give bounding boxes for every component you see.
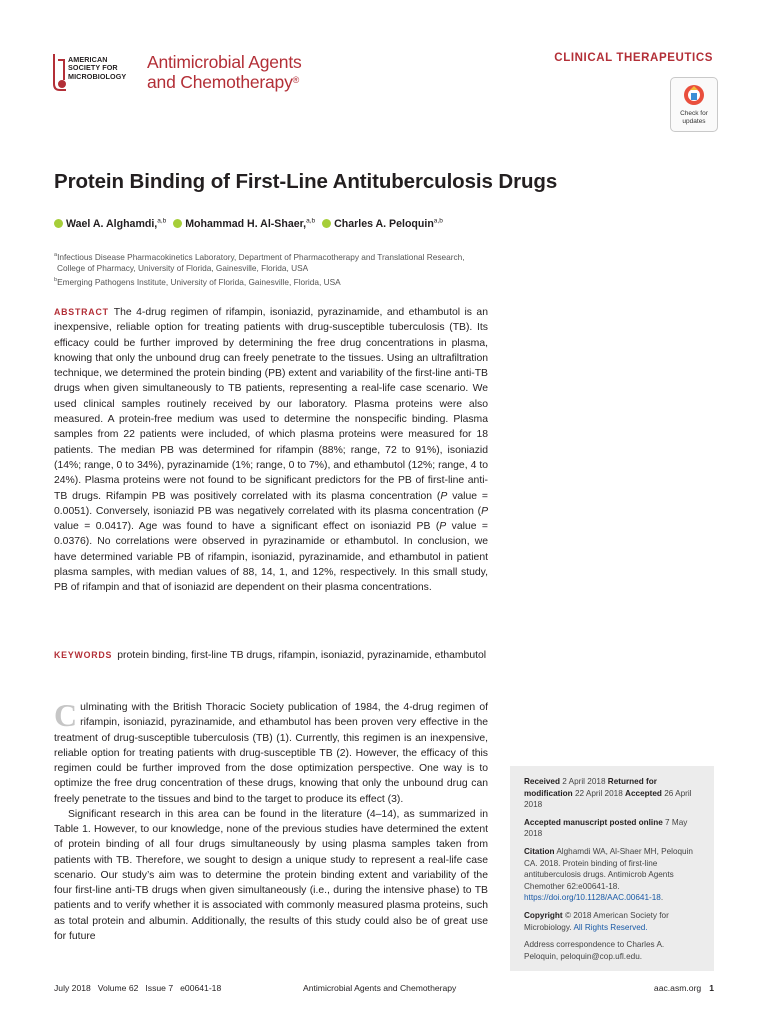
abstract-label: ABSTRACT xyxy=(54,307,109,317)
footer-issue-info: July 2018 Volume 62 Issue 7 e00641-18 xyxy=(54,983,222,993)
doi-link[interactable]: https://doi.org/10.1128/AAC.00641-18 xyxy=(524,893,661,903)
society-name: AMERICAN SOCIETY FOR MICROBIOLOGY xyxy=(68,55,127,81)
author-1[interactable]: Wael A. Alghamdi,$^{a,b}$ xyxy=(54,218,166,230)
body-text xyxy=(54,697,488,944)
footer-site xyxy=(654,983,714,993)
orcid-icon[interactable] xyxy=(54,219,63,228)
page-number: 1 xyxy=(709,983,714,993)
check-updates-label: Check for updates xyxy=(680,110,708,125)
body-paragraph-1: Culminating with the British Thoracic Society publication of 1984, the 4-drug regimen of rifampin, isoniazid, pyrazinamide, and ethambutol has been proven very effective in the treatment of drug-susceptible tuberculosis (TB) (1). Currently, this regimen is an inexpensive, reliable option for treating patients with drug-susceptible TB (2). However, the efficacy of this regimen could be further improved from the dose optimization perspective. One way is to optimize the free drug concentration of these drugs, knowing that only the unbound drug can freely penetrate to the tissues and bind to the target to produce its effect (3). xyxy=(54,697,488,805)
author-3[interactable]: Charles A. Peloquin$^{a,b}$ xyxy=(322,218,443,230)
drop-cap: C xyxy=(54,697,78,733)
author-list xyxy=(54,217,447,230)
body-paragraph-2: Significant research in this area can be found in the literature (4–14), as summarized in Table 1. However, to our knowledge, none of the previous studies have determined the extent of protein binding of all four drugs simultaneously by using plasma samples taken from patients with TB. Therefore, we sought to design a unique study to represent a real-life case scenario. Our study’s aim was to determine the protein binding extent and variability of the four first-line anti-TB drugs when given simultaneously (i.e., during the intensive phase) to TB patients and to verify whether it is associated with commonly measured plasma proteins, such as total protein and albumin. Additionally, the results of this study could also be of great use for future xyxy=(54,808,488,942)
dates: Received 2 April 2018 Returned for modification 22 April 2018 Accepted 26 April 2018 xyxy=(524,777,692,810)
site-link[interactable]: aac.asm.org xyxy=(653,983,702,993)
posted-online: Accepted manuscript posted online 7 May 2018 xyxy=(524,817,688,839)
article-title: Protein Binding of First-Line Antituberculosis Drugs xyxy=(54,170,558,193)
affiliations: $^a$Infectious Disease Pharmacokinetics Laboratory, Department of Pharmacotherapy and Translational Research, College of Pharmacy, University of Florida, Gainesville, Florida, USA $^b$Emerging Pathogens Institute, University of Florida, Gainesville, Florida, USA xyxy=(54,251,465,287)
check-for-updates-button[interactable] xyxy=(670,77,718,132)
journal-name: Antimicrobial Agents and Chemotherapy® xyxy=(147,52,302,92)
article-info-box xyxy=(510,766,714,971)
correspondence: Address correspondence to Charles A. Peloquin, peloquin@cop.ufl.edu. xyxy=(524,940,665,961)
copyright: Copyright © 2018 American Society for Microbiology. All Rights Reserved. xyxy=(524,910,669,932)
abstract: ABSTRACT The 4-drug regimen of rifampin, isoniazid, pyrazinamide, and ethambutol is an inexpensive, reliable option for treating patients with drug-susceptible tuberculosis (TB). Its efficacy could be further improved by determining the free drug concentrations in plasma, knowing that only the unbound drug can freely penetrate to the tissues. Using an ultrafiltration technique, we determined the protein binding (PB) extent and variability of the first-line anti-TB drugs when given simultaneously to TB patients, representing a real-life case scenario. We used clinical samples routinely received by our laboratory. Plasma proteins were also measured. A protein-free medium was used to determine the nonspecific binding. Plasma samples from 22 patients were included, of which plasma proteins were measured for 18 patients. The median PB was determined for rifampin (88%; range, 72 to 91%), isoniazid (14%; range, 0 to 34%), pyrazinamide (1%; range, 0 to 7%), and ethambutol (12%; range, 4 to 24%). Plasma proteins were not found to be significant predictors for the PB of first-line anti-TB drugs. Rifampin PB was positively correlated with its plasma concentration (P value = 0.0051). Conversely, isoniazid PB was negatively correlated with its plasma concentration (P value = 0.0417). Age was found to have a significant effect on isoniazid PB (P value = 0.0376). No correlations were observed in pyrazinamide or ethambutol. In conclusion, we have determined variable PB of rifampin, isoniazid, pyrazinamide, and ethambutol in patient plasma samples, with median values of 88, 14, 1, and 12%, respectively. In this small study, PB of rifampin and that of isoniazid are dependent on their plasma concentrations. xyxy=(54,307,489,594)
rights-link[interactable]: All Rights Reserved. xyxy=(573,922,648,932)
author-2[interactable]: Mohammad H. Al-Shaer,$^{a,b}$ xyxy=(173,218,315,230)
keywords: KEYWORDS protein binding, first-line TB drugs, rifampin, isoniazid, pyrazinamide, ethambutol xyxy=(54,650,487,661)
section-label: CLINICAL THERAPEUTICS xyxy=(554,52,713,64)
orcid-icon[interactable] xyxy=(173,219,182,228)
keywords-label: KEYWORDS xyxy=(54,650,113,660)
orcid-icon[interactable] xyxy=(322,219,331,228)
check-updates-icon xyxy=(683,84,705,106)
citation: Citation Alghamdi WA, Al-Shaer MH, Peloquin CA. 2018. Protein binding of first-line antituberculosis drugs. Antimicrob Agents Chemother 62:e00641-18. https://doi.org/10.1128/AAC.00641-18. xyxy=(524,846,693,903)
footer-journal: Antimicrobial Agents and Chemotherapy xyxy=(303,983,457,993)
